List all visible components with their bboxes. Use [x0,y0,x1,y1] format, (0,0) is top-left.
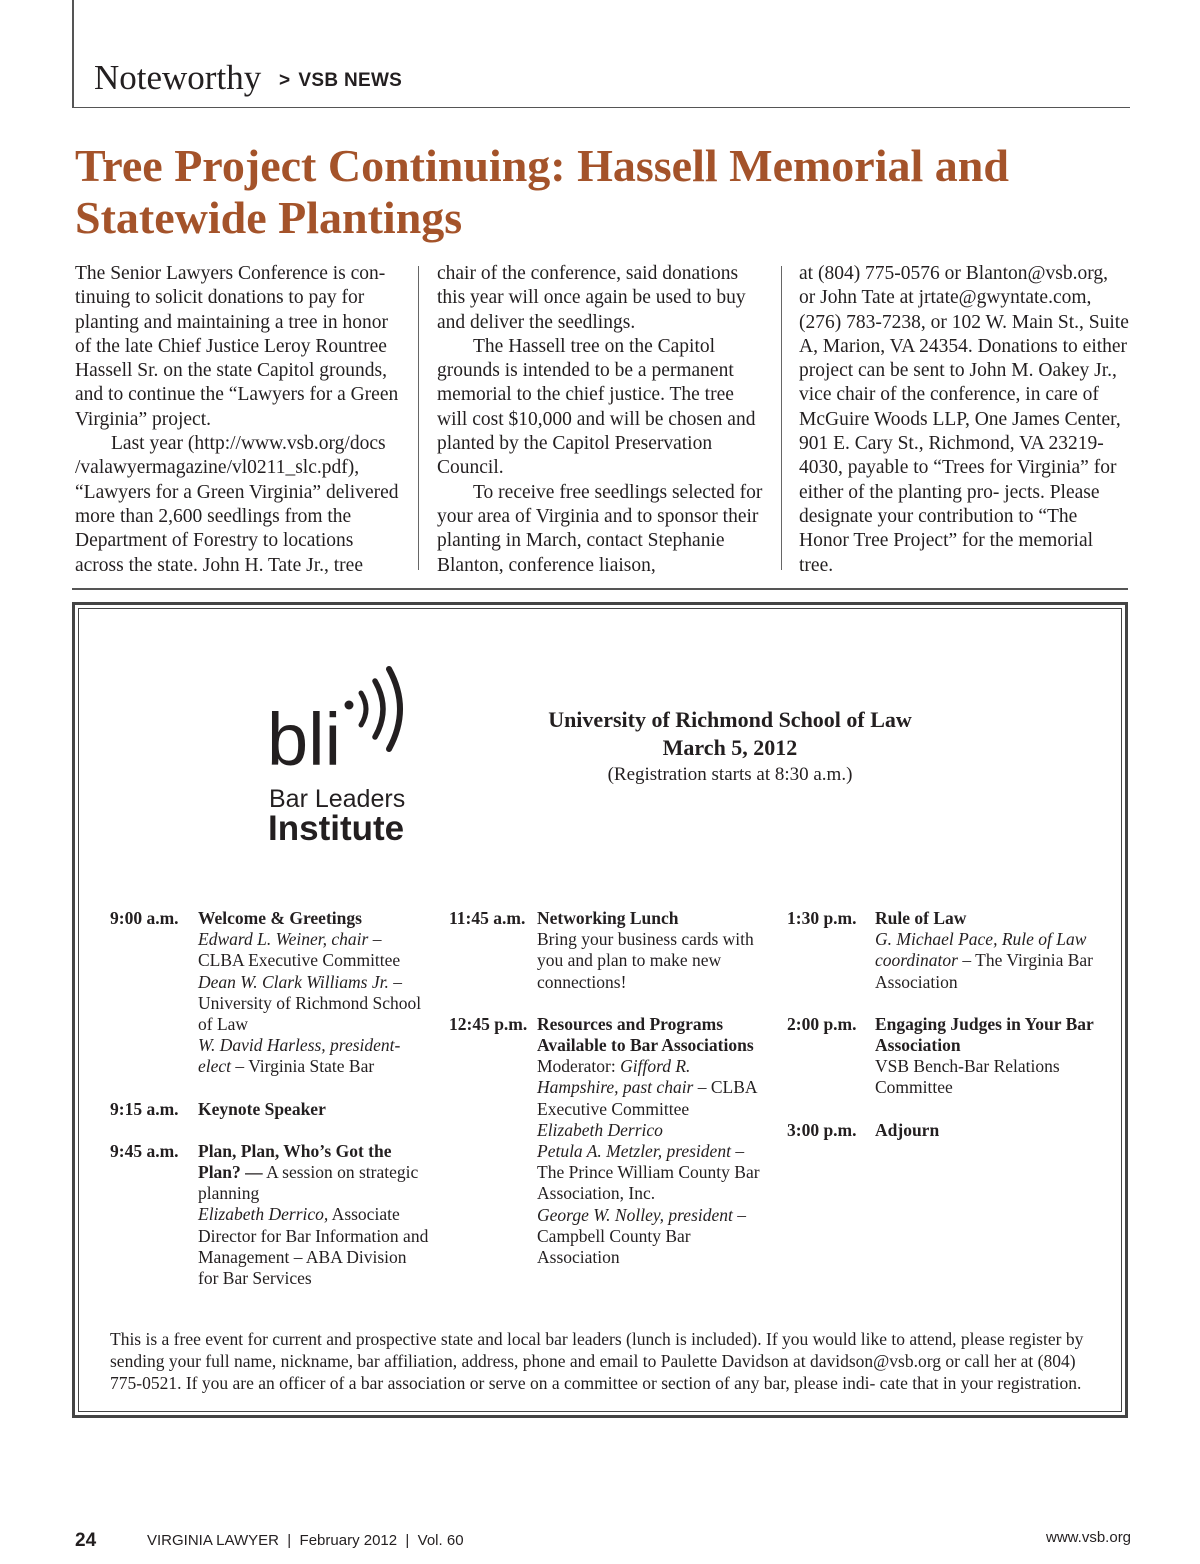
session-title: Rule of Law [875,908,967,928]
schedule-column-2 [449,908,769,1289]
article-paragraph: at (804) 775-0576 or Blanton@vsb.org, or John Tate at jrtate@gwyntate.com, (276) 783-7238, or 102 W. Main St., Suite A, Marion, VA 24354. Donations to either project can be sent to John M. Oakey Jr., vice chair of the conference, in care of McGuire Woods LLP, One James Center, 901 E. Cary St., Richmond, VA 23219-4030, payable to “Trees for Virginia” for either of the planting pro- jects. Please designate your contribution to “The Honor Tree Project” for the memorial tree. [799,263,1129,576]
speaker: Elizabeth Derrico, Associate Director for Bar Information and Management – ABA Division for Bar Services [198,1204,429,1289]
article-headline [75,140,1125,244]
schedule-details [198,1141,430,1289]
website-link[interactable]: www.vsb.org [1046,1529,1132,1546]
session-description: VSB Bench-Bar Relations Committee [875,1056,1060,1098]
speaker: George W. Nolley, president – Campbell County Bar Association [537,1204,747,1268]
schedule-time: 9:45 a.m. [110,1140,179,1161]
column-divider [418,266,419,570]
schedule-details [537,1014,769,1268]
ad-footer-text: This is a free event for current and prospective state and local bar leaders (lunch is included). If you would like to attend, please register by sending your full name, nickname, bar affiliation, address, phone and email to Paulette Davidson at davidson@vsb.org or call her at (804) 775-0521. If you are an officer of a bar association or serve on a committee or section of any bar, please indi- cate that in your registration. [110,1329,1084,1393]
event-header [500,706,960,788]
article-column-3 [799,262,1129,578]
session-title: Engaging Judges in Your Bar Association [875,1013,1094,1056]
speaker: Petula A. Metzler, president – The Prince William County Bar Association, Inc. [537,1141,760,1204]
schedule-details [198,1099,430,1120]
headline-line-2: Statewide Plantings [75,192,463,243]
speaker: G. Michael Pace, Rule of Law coordinator – The Virginia Bar Association [875,929,1094,992]
schedule-time: 9:00 a.m. [110,908,179,928]
section-subtitle [279,70,402,92]
publication-info: VIRGINIA LAWYER | February 2012 | Vol. 60 [147,1532,464,1549]
session-title: Resources and Programs Available to Bar Associations [537,1013,754,1056]
session-title: Welcome & Greetings [198,908,362,928]
schedule-entry [110,1099,430,1120]
header-horizontal-rule [72,107,1130,108]
headline-line-1: Tree Project Continuing: Hassell Memorial and [75,140,1009,191]
session-title: Networking Lunch [537,908,679,928]
session-title-desc: Plan, Plan, Who’s Got the Plan? — A session on strategic planning [198,1140,419,1204]
moderator: Moderator: Gifford R. Hampshire, past chair – CLBA Executive Committee [537,1056,757,1119]
schedule-entry [449,1014,769,1268]
speaker: Dean W. Clark Williams Jr. – University of Richmond School of Law [198,971,422,1035]
schedule-time: 12:45 p.m. [449,1013,528,1034]
schedule-entry [787,1120,1107,1141]
schedule-details [875,1014,1107,1099]
article-paragraph: To receive free seedlings selected for your area of Virginia and to sponsor their planting in March, contact Stephanie Blanton, conference liaison, [437,481,763,576]
schedule-details [198,908,430,1078]
schedule-entry [787,908,1107,993]
column-divider [781,266,782,570]
bli-logo [265,663,425,853]
speaker: Edward L. Weiner, chair – CLBA Executive Committee [198,929,401,971]
article-bottom-rule [72,588,1128,590]
schedule-time: 11:45 a.m. [449,908,526,928]
schedule-entry [110,1141,430,1289]
subsection-label: VSB NEWS [298,70,403,91]
header-vertical-rule [72,0,74,108]
schedule-details [537,908,769,993]
event-date: March 5, 2012 [662,735,798,760]
schedule-time: 1:30 p.m. [787,908,857,928]
page-number: 24 [75,1530,97,1551]
article-column-2 [437,262,767,578]
schedule-time: 2:00 p.m. [787,1013,857,1034]
schedule-column-1 [110,908,430,1310]
speaker: Elizabeth Derrico [537,1119,663,1140]
section-title: Noteworthy [94,58,262,97]
session-description: Bring your business cards with you and plan to make new connections! [537,929,754,992]
logo-line-2: Institute [268,809,405,848]
article-paragraph: The Senior Lawyers Conference is con- tinuing to solicit donations to pay for planting and maintaining a tree in honor of the late Chief Justice Leroy Rountree Hassell Sr. on the state Capitol grounds, and to continue the “Lawyers for a Green Virginia” project. [75,263,399,430]
page-header [72,0,1130,109]
schedule-entry [449,908,769,993]
schedule-time: 3:00 p.m. [787,1119,857,1140]
schedule-time: 9:15 a.m. [110,1098,179,1119]
event-venue: University of Richmond School of Law [548,707,912,732]
bli-wordmark: bli [267,698,342,781]
breadcrumb-separator: > [279,70,291,91]
schedule-column-3 [787,908,1107,1162]
article-paragraph: Last year (http://www.vsb.org/docs /valawyermagazine/vl0211_slc.pdf), “Lawyers for a Green Virginia” delivered more than 2,600 seedlings from the Department of Forestry to locations across the state. John H. Tate Jr., tree [75,433,399,576]
article-paragraph: The Hassell tree on the Capitol grounds is intended to be a permanent memorial to the chief justice. The tree will cost $10,000 and will be chosen and planted by the Capitol Preservation Council. [437,335,756,479]
event-registration-note: (Registration starts at 8:30 a.m.) [607,764,853,785]
session-title: Keynote Speaker [198,1098,326,1119]
schedule-details [875,908,1107,993]
schedule-details [875,1120,1107,1141]
session-title: Adjourn [875,1119,940,1140]
bli-wordmark-icon [265,663,425,783]
schedule-entry [787,1014,1107,1099]
logo-line-1: Bar Leaders [269,785,406,813]
speaker: W. David Harless, president-elect – Virginia State Bar [198,1035,401,1077]
article-paragraph: chair of the conference, said donations this year will once again be used to buy and deliver the seedlings. [437,263,746,333]
article-column-1 [75,262,405,578]
schedule-entry [110,908,430,1078]
